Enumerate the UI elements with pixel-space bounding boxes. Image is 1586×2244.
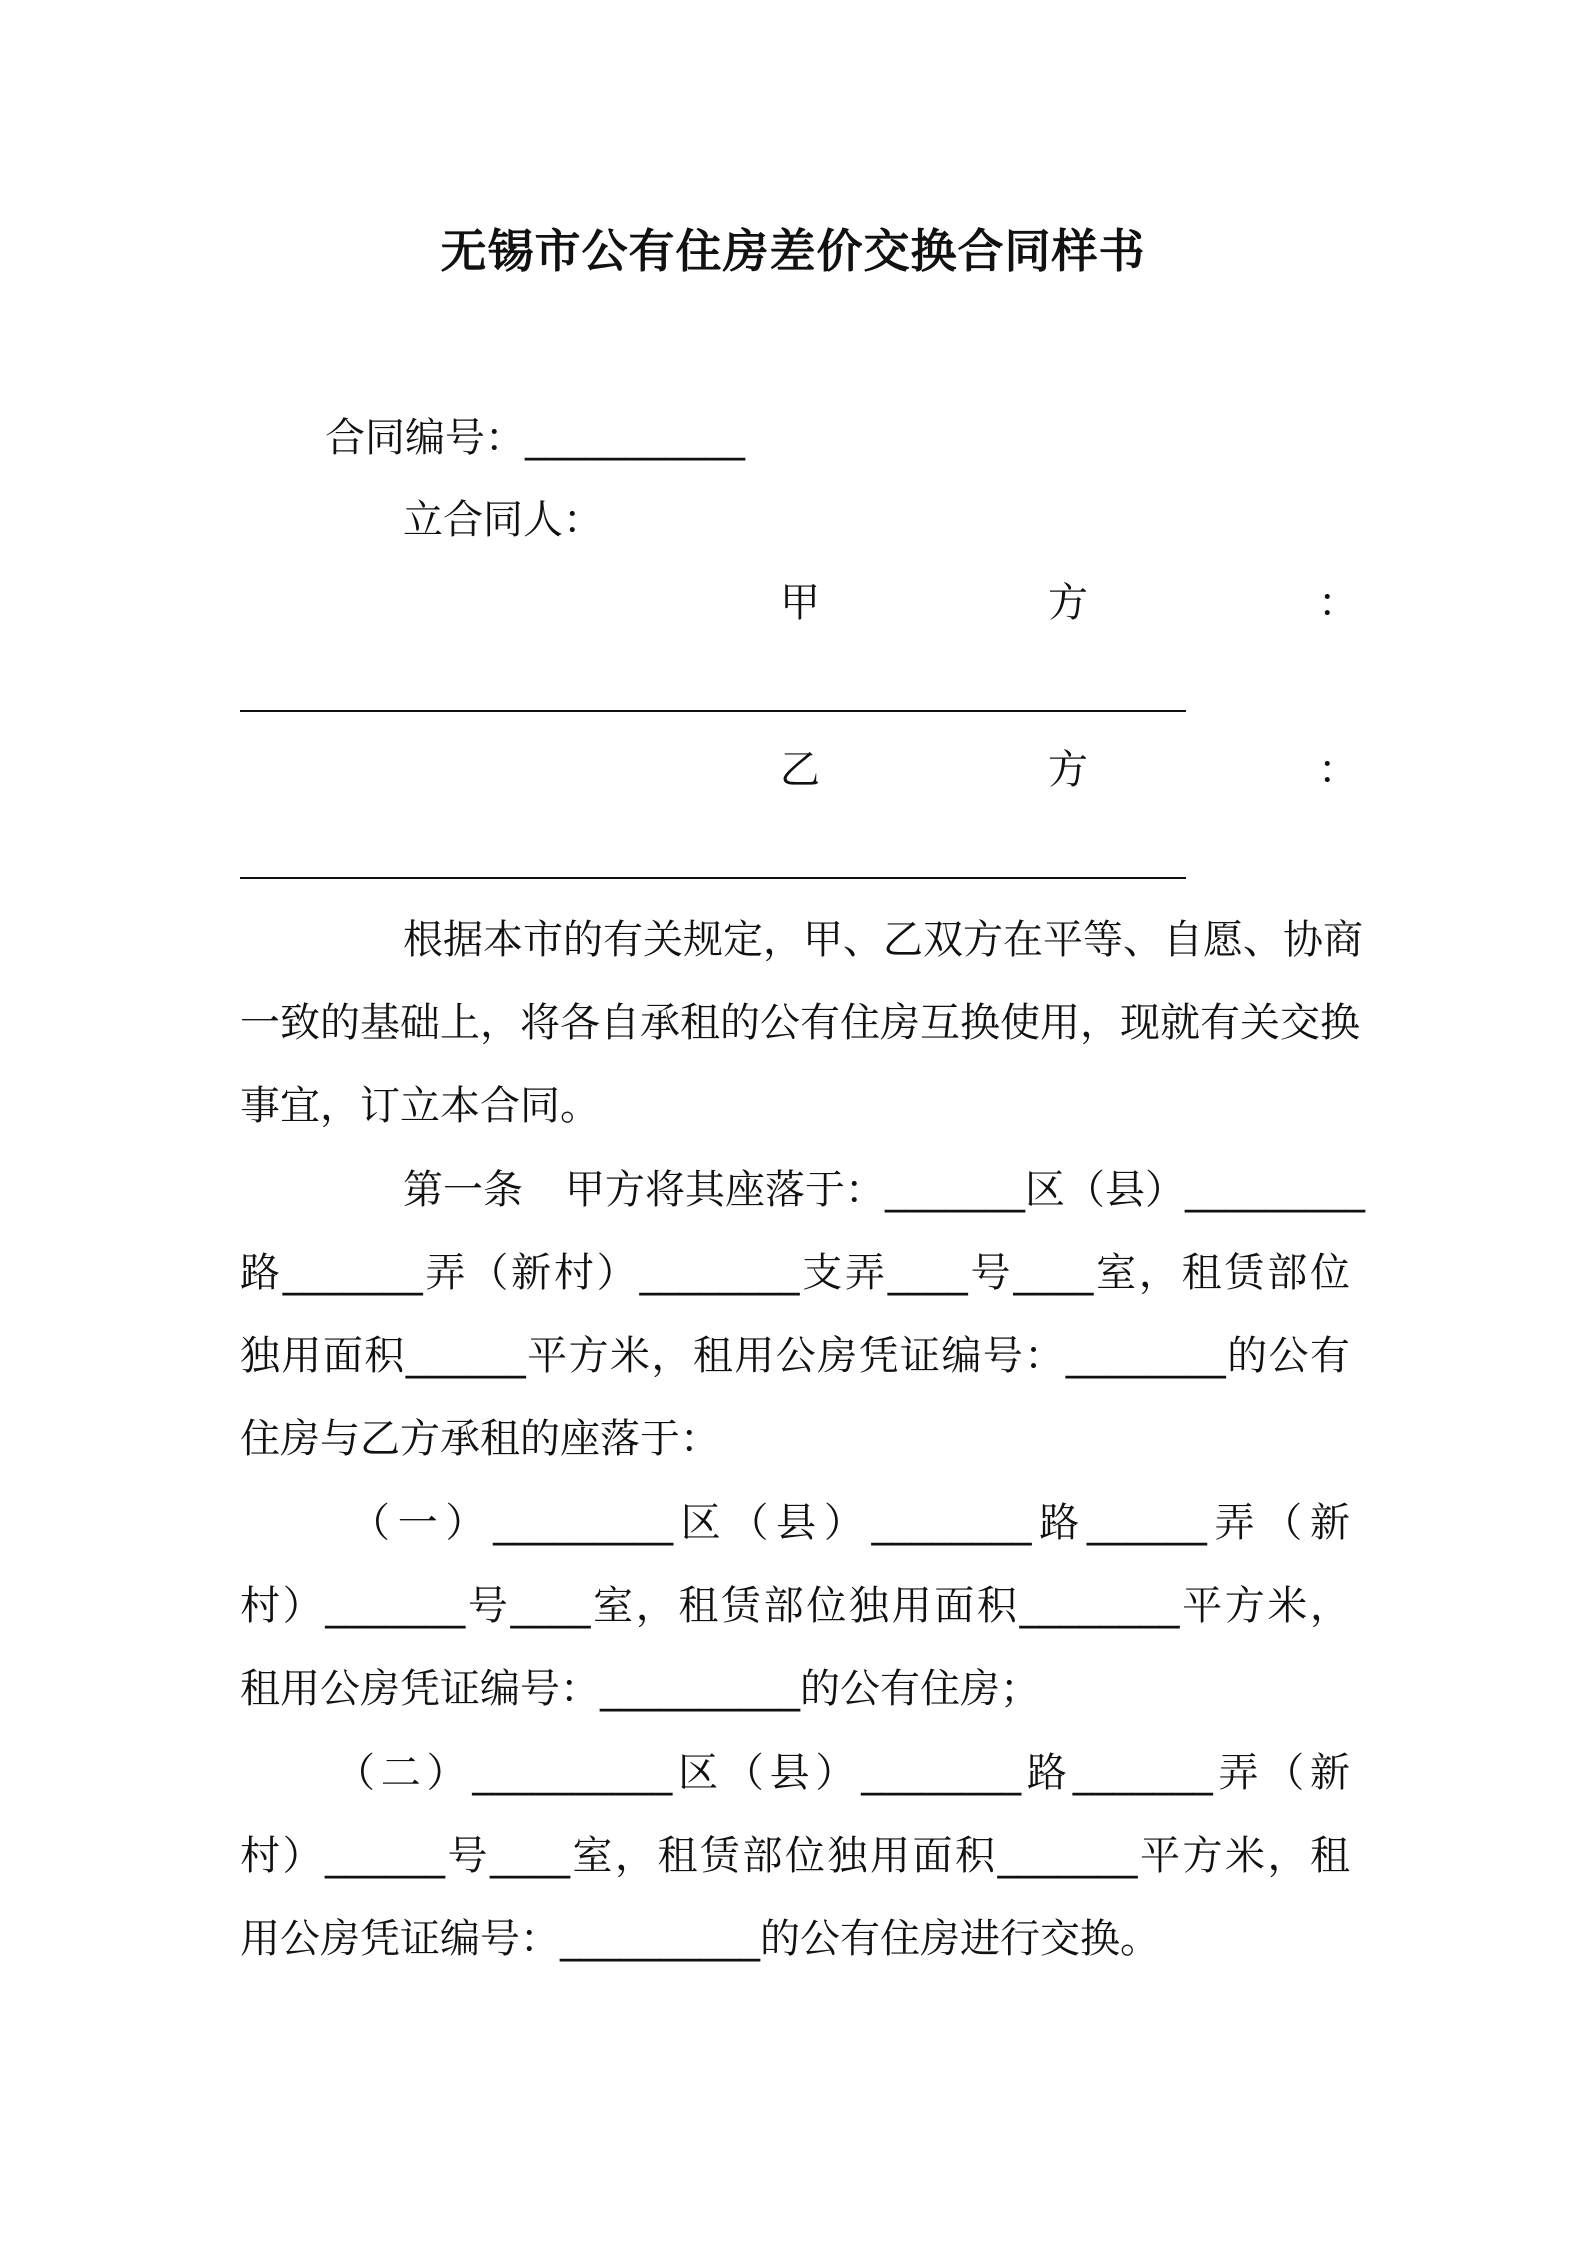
item1-line-3: 租用公房凭证编号：__________的公有住房； [240,1666,1040,1712]
parties-label: 立合同人： [403,497,603,543]
party-b-char2: 方 [1048,747,1088,793]
document-title: 无锡市公有住房差价交换合同样书 [440,224,1146,278]
article1-line-3: 独用面积______平方米，租用公房凭证编号：________的公有 [240,1333,1350,1379]
item1-line-2: 村）_______号____室，租赁部位独用面积________平方米， [240,1583,1350,1629]
article1-heading: 第一条 [403,1167,523,1213]
item1-line-1: （一）_________区（县）________路______弄（新 [350,1500,1350,1546]
intro-line-1: 根据本市的有关规定，甲、乙双方在平等、自愿、协商 [403,917,1363,963]
item2-line-2: 村）______号____室，租赁部位独用面积_______平方米，租 [240,1833,1350,1879]
party-b-char1: 乙 [780,747,820,793]
article1-line-2: 路_______弄（新村）________支弄____号____室，租赁部位 [240,1250,1350,1296]
party-b-blank-line [240,877,1186,879]
article1-line-1: 甲方将其座落于：_______区（县）_________ [565,1167,1365,1213]
intro-line-2: 一致的基础上，将各自承租的公有住房互换使用，现就有关交换 [240,1000,1360,1046]
item2-line-1: （二）__________区（县）________路_______弄（新 [335,1750,1350,1796]
contract-number-label: 合同编号：___________ [325,415,745,461]
party-a-colon: ： [1318,580,1358,626]
party-a-row [240,575,1358,631]
item2-line-3: 用公房凭证编号：__________的公有住房进行交换。 [240,1916,1160,1962]
party-b-colon: ： [1318,747,1358,793]
intro-line-3: 事宜，订立本合同。 [240,1083,600,1129]
party-b-row [240,742,1358,798]
party-a-blank-line [240,710,1186,712]
article1-line-4: 住房与乙方承租的座落于： [240,1416,720,1462]
party-a-char1: 甲 [780,580,820,626]
party-a-char2: 方 [1048,580,1088,626]
